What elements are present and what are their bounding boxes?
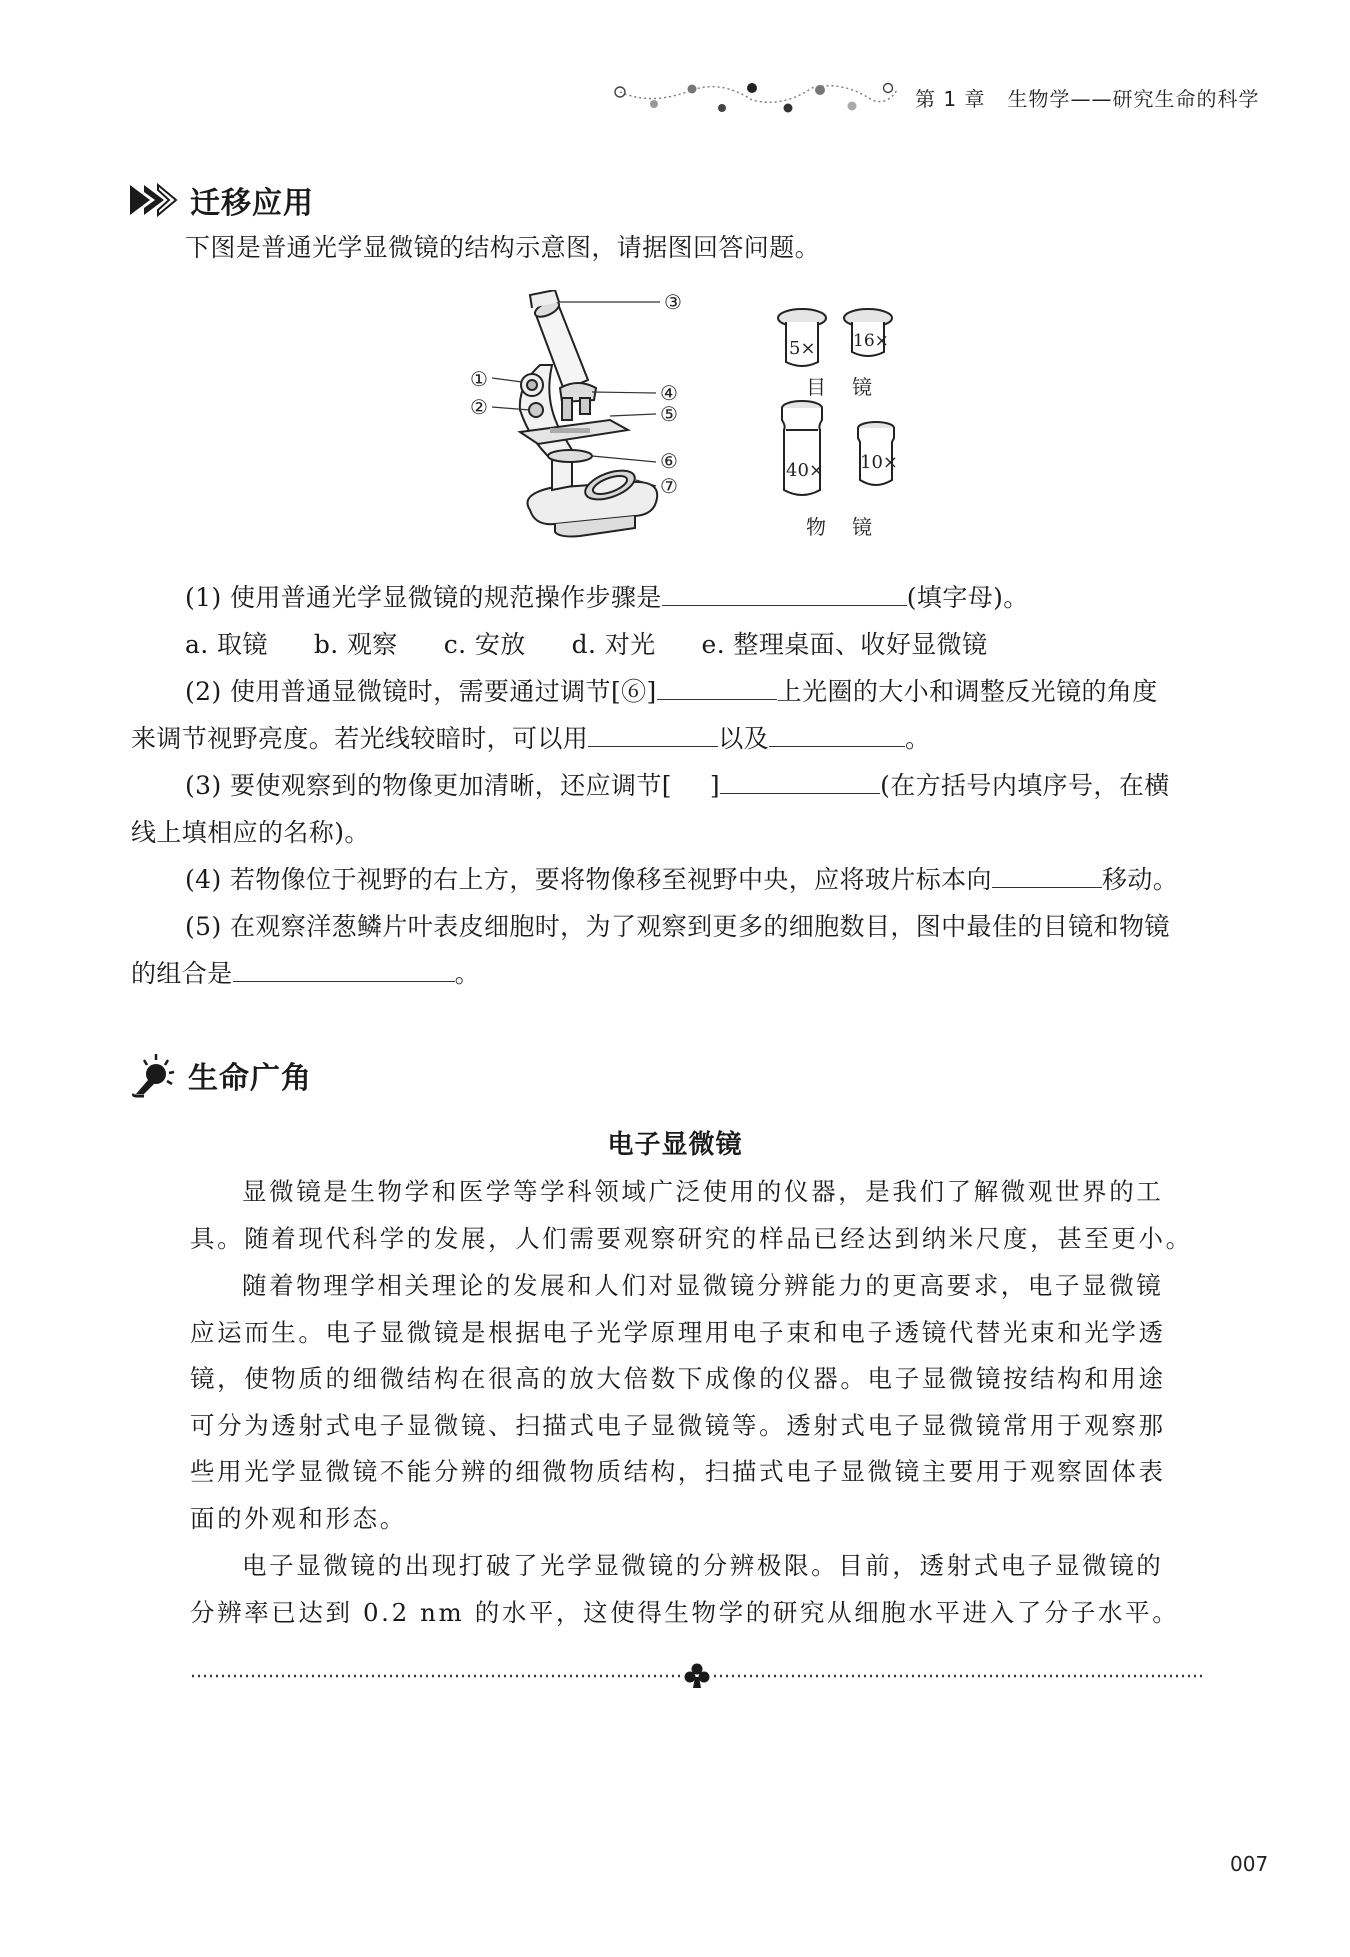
option-b: b. 观察 (313, 630, 398, 659)
eyepiece-caption-1: 目 (806, 375, 826, 399)
answer-blank-2a[interactable] (657, 669, 777, 700)
objective-10x-label: 10× (860, 452, 898, 473)
footer-divider (192, 1660, 1202, 1690)
section-title: 生命广角 (188, 1061, 312, 1096)
chapter-title: 生物学——研究生命的科学 (1007, 87, 1260, 111)
objective-caption-2: 镜 (852, 515, 872, 539)
label-6: ⑥ (660, 449, 678, 473)
question-2-line-2: 来调节视野亮度。若光线较暗时，可以用 以及 。 (131, 715, 930, 762)
objective-caption-1: 物 (806, 515, 826, 539)
reading-paragraph-1: 显微镜是生物学和医学等学科领域广泛使用的仪器，是我们了解微观世界的工 具。随着现代科学的发展，人们需要观察研究的样品已经达到纳米尺度，甚至更小。 (190, 1177, 1193, 1253)
club-icon (685, 1664, 710, 1689)
microscope-drawing (520, 290, 657, 537)
option-e: e. 整理桌面、收好显微镜 (701, 630, 988, 659)
reading-paragraph-2: 随着物理学相关理论的发展和人们对显微镜分辨能力的更高要求，电子显微镜 应运而生。电子显微镜是根据电子光学原理用电子束和电子透镜代替光束和光学透 镜，使物质的细微结构在很高的放大倍数下成像的仪器。电子显微镜按结构和用途 可分为透射式电子显微镜、扫描式电子显微镜等。透射式电子显微镜常用于观察那 些用光学显微镜不能分辨的细微物质结构，扫描式电子显微镜主要用于观察固体表 面的外观和形态。 (190, 1271, 1166, 1533)
option-c: c. 安放 (443, 630, 526, 659)
label-2: ② (470, 395, 488, 419)
section-heading-life (130, 1052, 312, 1098)
lightbulb-icon (130, 1052, 176, 1098)
answer-blank-4[interactable] (992, 857, 1102, 888)
label-3: ③ (664, 290, 682, 314)
eyepiece-5x-label: 5× (789, 338, 816, 359)
label-5: ⑤ (660, 402, 678, 426)
question-2-line-1: (2) 使用普通显微镜时，需要通过调节[⑥] 上光圈的大小和调整反光镜的角度 (185, 668, 1158, 715)
section-title: 迁移应用 (190, 186, 314, 221)
microscope-figure (460, 290, 920, 550)
eyepiece-16x-label: 16× (853, 331, 889, 351)
chapter-number: 第 1 章 (915, 87, 986, 111)
reading-paragraph-3: 电子显微镜的出现打破了光学显微镜的分辨极限。目前，透射式电子显微镜的 分辨率已达到 0.2 nm 的水平，这使得生物学的研究从细胞水平进入了分子水平。 (190, 1551, 1180, 1627)
header-decoration (612, 78, 902, 118)
double-arrow-icon (128, 182, 178, 218)
option-d: d. 对光 (571, 630, 656, 659)
section-heading-transfer (128, 178, 314, 222)
answer-blank-3[interactable] (720, 763, 880, 794)
page-number: 007 (1230, 1852, 1269, 1876)
answer-blank-2c[interactable] (769, 716, 905, 747)
answer-blank-1[interactable] (662, 575, 907, 606)
question-1-options (185, 621, 1033, 668)
question-5-line-1: (5) 在观察洋葱鳞片叶表皮细胞时，为了观察到更多的细胞数目，图中最佳的目镜和物镜 (185, 912, 1170, 941)
answer-blank-2b[interactable] (588, 716, 718, 747)
reading-title: 电子显微镜 (607, 1130, 743, 1160)
question-5-line-2: 的组合是 。 (131, 950, 480, 997)
question-1: (1) 使用普通光学显微镜的规范操作步骤是 (填字母)。 (185, 574, 1029, 621)
answer-blank-5[interactable] (233, 951, 455, 982)
objective-40x-label: 40× (786, 460, 824, 481)
option-a: a. 取镜 (185, 630, 268, 659)
question-4: (4) 若物像位于视野的右上方，要将物像移至视野中央，应将玻片标本向 移动。 (185, 856, 1178, 903)
question-3-line-1: (3) 要使观察到的物像更加清晰，还应调节[ ] (在方括号内填序号，在横 (185, 762, 1170, 809)
running-header (915, 83, 1281, 112)
eyepiece-caption-2: 镜 (852, 375, 872, 399)
intro-text: 下图是普通光学显微镜的结构示意图，请据图回答问题。 (185, 233, 821, 262)
question-3-line-2: 线上填相应的名称)。 (131, 818, 370, 847)
label-4: ④ (660, 381, 678, 405)
label-1: ① (470, 367, 488, 391)
label-7: ⑦ (660, 474, 678, 498)
